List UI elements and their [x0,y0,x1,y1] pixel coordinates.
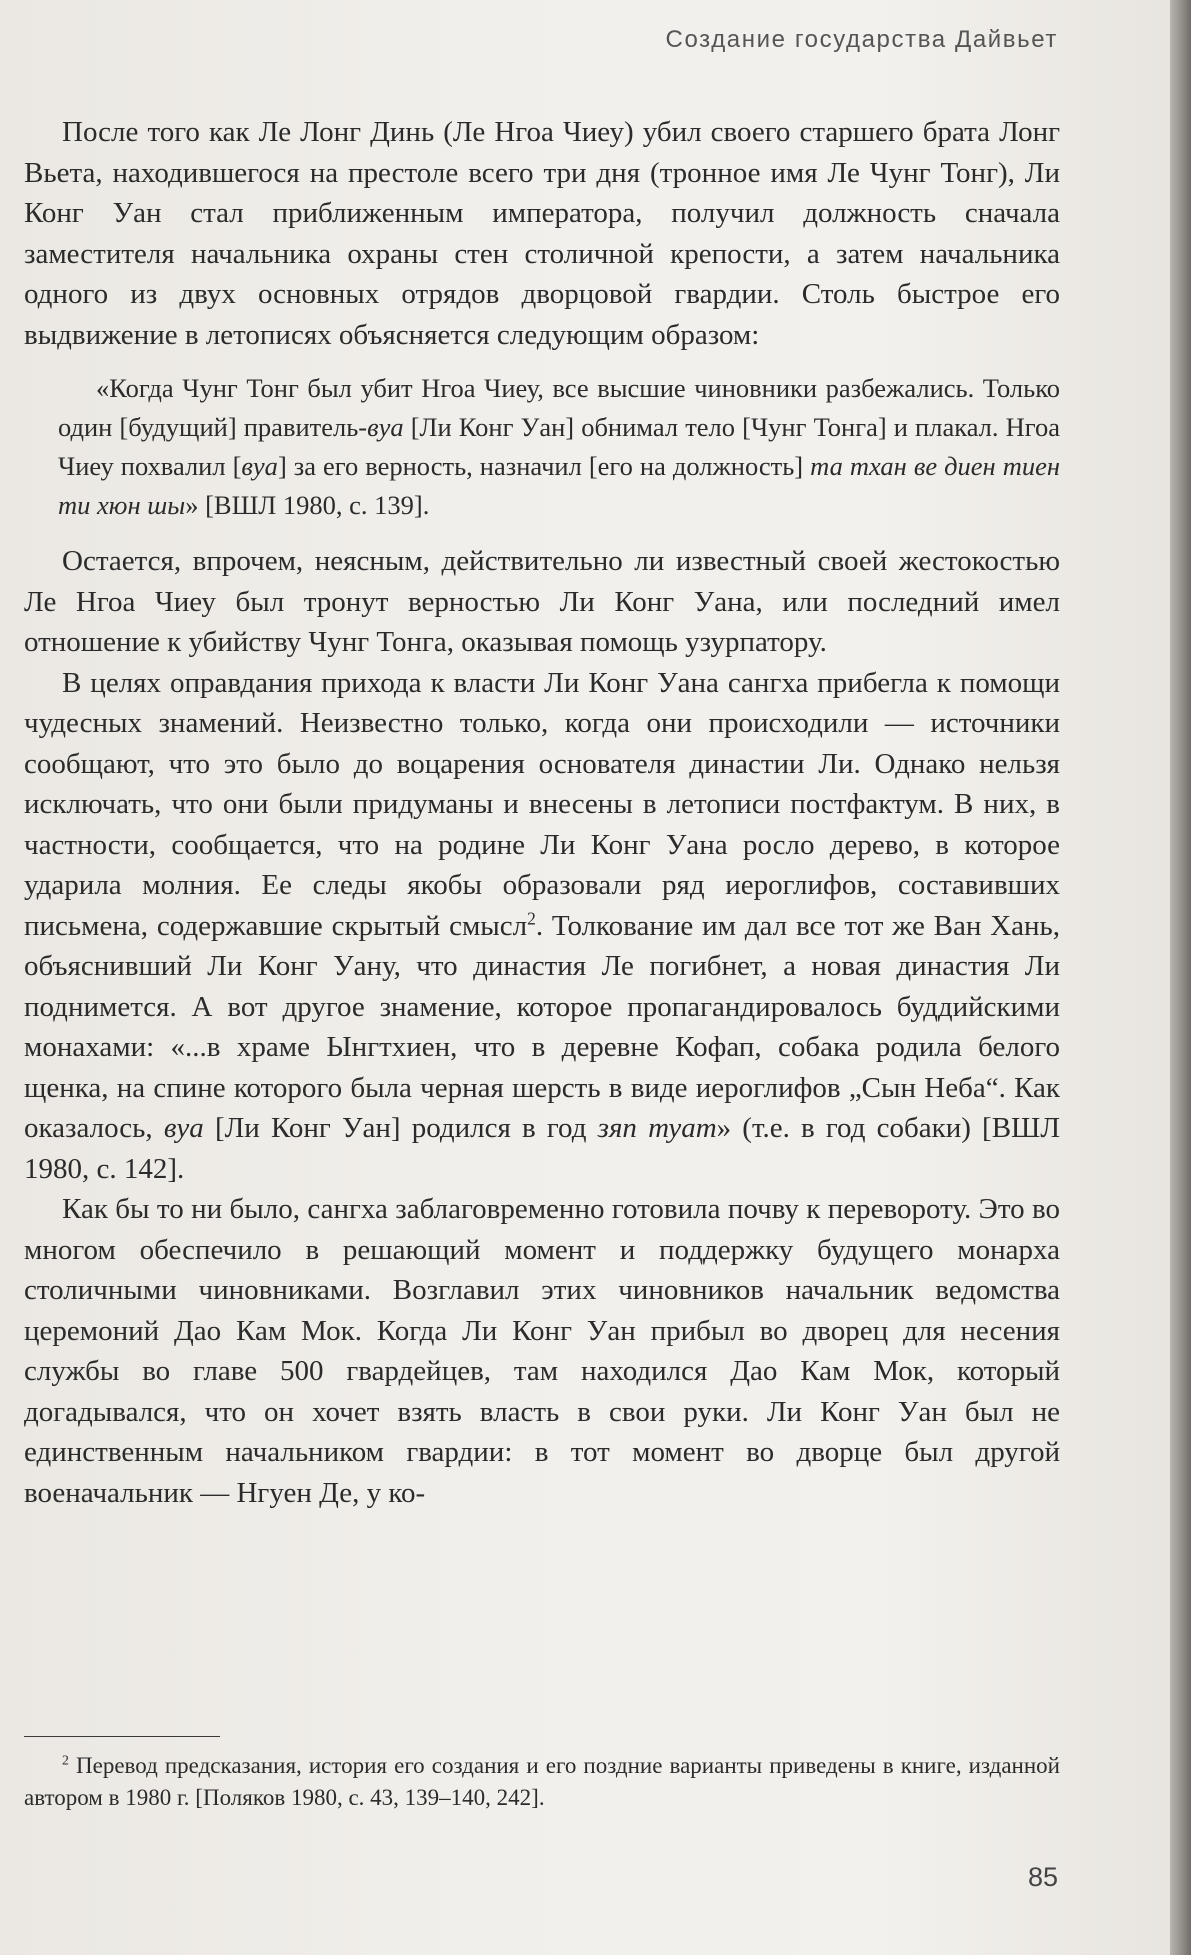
footnote [24,1750,1060,1814]
body-text [24,112,1060,1513]
p3-text-a: В целях оправдания прихода к власти Ли Конг Уана сангха прибегла к помощи чудесных знамений. Неизвестно только, когда они происходили — источники сообщают, что это было до воцарения основателя династии Ли. Однако нельзя исключать, что они были придуманы и внесены в летописи постфактум. В них, в частности, сообщается, что на родине Ли Конг Уана росло дерево, в которое ударила молния. Ее следы якобы образовали ряд иероглифов, составивших письмена, содержавшие скрытый смысл [24,666,1060,942]
paragraph-2: Остается, впрочем, неясным, действительно ли известный своей жестокостью Ле Нгоа Чиеу был тронут верностью Ли Конг Уана, или последний имел отношение к убийству Чунг Тонга, оказывая помощь узурпатору. [24,545,1060,658]
quote-text-d: » [ВШЛ 1980, с. 139]. [185,490,430,520]
page-number: 85 [1027,1862,1058,1892]
paragraph-3 [24,663,1060,1190]
p3-text-d: » (т.е. в год собаки) [ВШЛ 1980, с. 142]. [24,1112,1060,1185]
paragraph-4: Как бы то ни было, сангха заблаговременно готовила почву к перевороту. Это во многом обеспечило в решающий момент и поддержку будущего монарха столичными чиновниками. Возглавил этих чиновников начальник ведомства церемоний Дао Кам Мок. Когда Ли Конг Уан прибыл во дворец для несения службы во главе 500 гвардейцев, там находился Дао Кам Мок, который догадывался, что он хочет взять власть в свои руки. Ли Конг Уан был не единственным начальником гвардии: в тот момент во дворце был другой военачальник — Нгуен Де, у ко- [24,1193,1060,1509]
footnote-text: Перевод предсказания, история его создания и его поздние варианты приведены в книге, изданной автором в 1980 г. [Поляков 1980, с. 43, 139–140, 242]. [24,1753,1060,1810]
quote-italic-b: вуа [241,451,278,481]
quote-italic-c: та тхан ве диен тиен ти хюн шы [58,451,1060,520]
p3-text-b: . Толкование им дал все тот же Ван Хань, объяснивший Ли Конг Уану, что династия Ле погибнет, а новая династия Ли поднимется. А вот другое знамение, которое пропагандировалось буддийскими монахами: «...в храме Ынгтхиен, что в деревне Кофап, собака родила белого щенка, на спине которого была черная шерсть в виде иероглифов „Сын Неба“. Как оказалось, [24,909,1061,1144]
quote-text-c: ] за его верность, назначил [его на должность] [277,451,811,481]
running-head: Создание государства Дайвьет [665,26,1058,53]
block-quote [58,369,1060,525]
footnote-reference: 2 [527,907,536,928]
quote-text-b: [Ли Конг Уан] обнимал тело [Чунг Тонга] и плакал. Нгоа Чиеу похвалил [ [58,412,1060,481]
p3-italic-2: зяп туат [597,1112,717,1144]
paragraph-1: После того как Ле Лонг Динь (Ле Нгоа Чиеу) убил своего старшего брата Лонг Вьета, находившегося на престоле всего три дня (тронное имя Ле Чунг Тонг), Ли Конг Уан стал приближенным императора, получил должность сначала заместителя начальника охраны стен столичной крепости, а затем начальника одного из двух основных отрядов дворцовой гвардии. Столь быстрое его выдвижение в летописях объясняется следующим образом: [24,116,1060,351]
quote-text-a: «Когда Чунг Тонг был убит Нгоа Чиеу, все высшие чиновники разбежались. Только один [будущий] правитель- [58,373,1060,442]
footnote-mark: 2 [62,1752,69,1768]
p3-italic-1: вуа [163,1112,204,1144]
book-spine-shadow [1170,0,1191,1955]
quote-italic-a: вуа [367,412,404,442]
p3-text-c: [Ли Конг Уан] родился в год [203,1112,598,1144]
footnote-divider [24,1736,220,1737]
